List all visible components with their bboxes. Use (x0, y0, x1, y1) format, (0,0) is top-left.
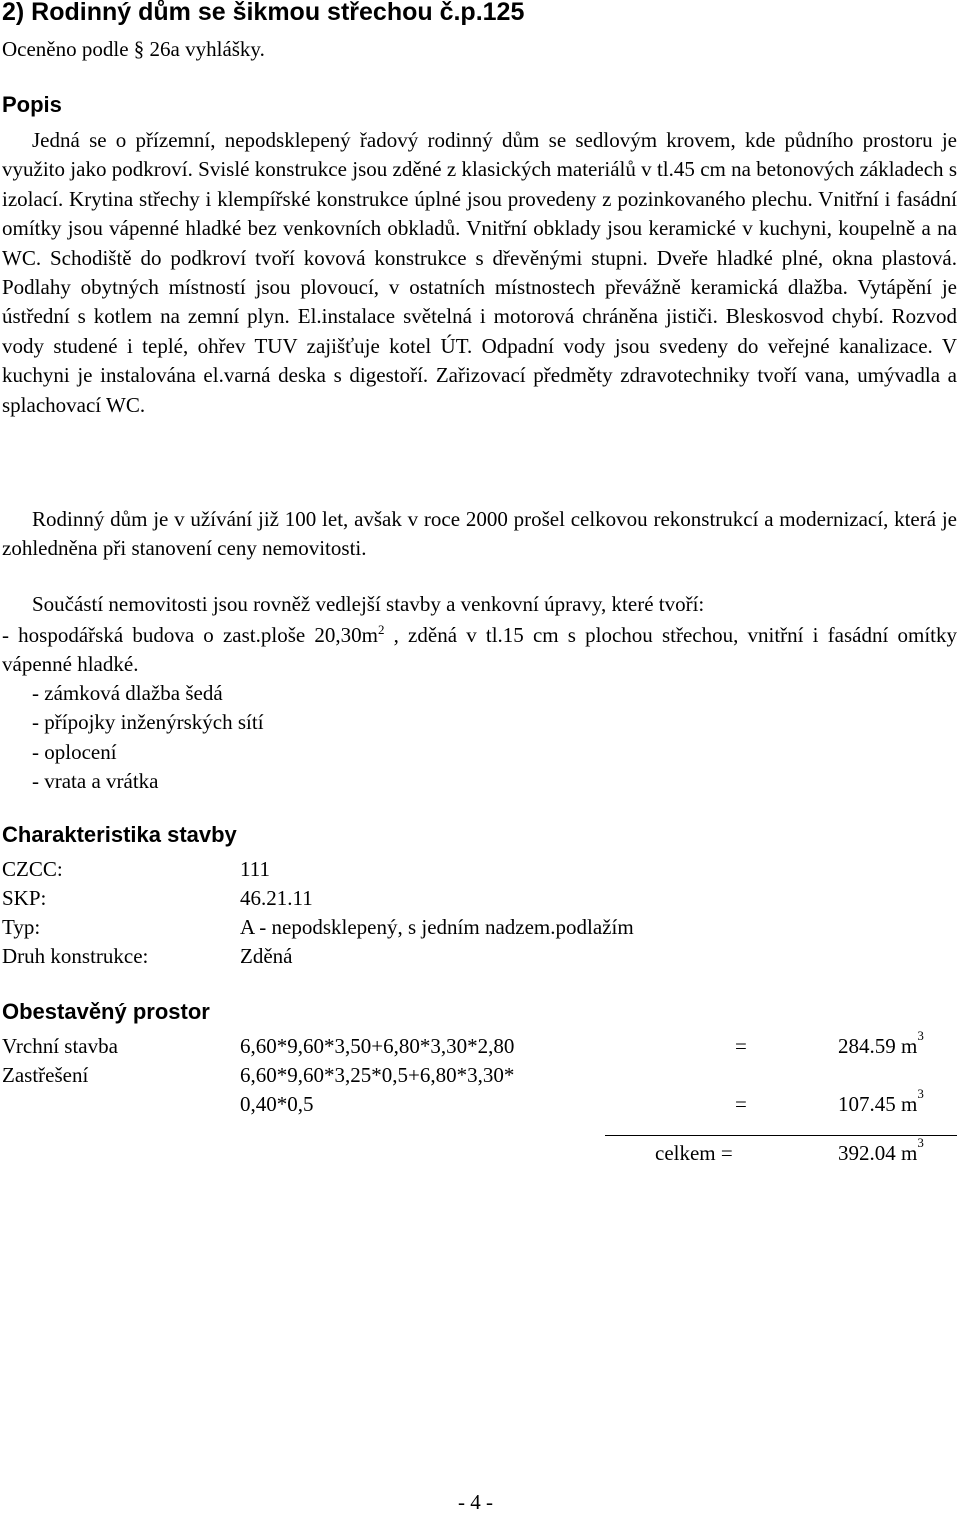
char-label: Typ: (2, 915, 41, 939)
char-label: Druh konstrukce: (2, 944, 149, 968)
char-value: 111 (240, 857, 270, 881)
volume-formula: 6,60*9,60*3,25*0,5+6,80*3,30* (240, 1063, 515, 1087)
volume-label: Zastřešení (2, 1063, 89, 1087)
volume-number: 284.59 m (838, 1034, 918, 1058)
volume-formula-continued: 0,40*0,5 (240, 1092, 314, 1116)
volume-unit-superscript: 3 (917, 1028, 924, 1043)
popis-paragraph: Jedná se o přízemní, nepodsklepený řadový rodinný dům se sedlovým krovem, kde půdního prostoru je využito jako podkroví. Svislé konstrukce jsou zděné z klasických materiálů v tl.45 cm na betonových základech s izolací. Krytina střechy i klempířské konstrukce úplné jsou provedeny z pozinkovaného plechu. Vnitřní i fasádní omítky jsou vápenné hladké bez venkovních obkladů. Vnitřní obklady jsou keramické v kuchyni, koupelně a na WC. Schodiště do podkroví tvoří kovová konstrukce s dřevěnými stupni. Dveře hladké plné, okna plastová. Podlahy obytných místností jsou plovoucí, v ostatních místnostech převážně keramická dlažba. Vytápění je ústřední s kotlem na zemní plyn. El.instalace světelná i motorová chráněna jističi. Bleskosvod chybí. Rozvod vody studené i teplé, ohřev TUV zajišťuje kotel ÚT. Odpadní vody jsou svedeny do veřejné kanalizace. V kuchyni je instalována el.varná deska s digestoří. Zařizovací předměty zdravotechniky tvoří vana, umývadla a splachovací WC. (2, 128, 957, 417)
total-divider (605, 1135, 957, 1136)
equals-sign: = (735, 1092, 747, 1116)
total-unit-superscript: 3 (917, 1135, 924, 1150)
list-item: - oplocení (32, 739, 117, 764)
volume-value (838, 1028, 924, 1059)
volume-label: Vrchní stavba (2, 1034, 118, 1058)
char-value: A - nepodsklepený, s jedním nadzem.podlažím (240, 915, 634, 939)
volume-number: 107.45 m (838, 1092, 918, 1116)
equals-sign: = (735, 1034, 747, 1058)
accessory-list (32, 679, 960, 797)
section-title-popis: Popis (2, 92, 62, 117)
total-number: 392.04 m (838, 1141, 918, 1165)
page-title: 2) Rodinný dům se šikmou střechou č.p.125 (2, 0, 525, 26)
accessory-item-outbuilding (2, 621, 957, 680)
list-item: - přípojky inženýrských sítí (32, 710, 264, 735)
area-unit-superscript: 2 (377, 622, 385, 637)
volume-value (838, 1086, 924, 1117)
page-subtitle: Oceněno podle § 26a vyhlášky. (2, 37, 265, 61)
char-label: CZCC: (2, 857, 63, 881)
outbuilding-text-start: - hospodářská budova o zast.ploše 20,30m (2, 623, 378, 647)
section-title-volume: Obestavěný prostor (2, 999, 210, 1024)
section-title-characteristics: Charakteristika stavby (2, 822, 237, 847)
outbuilding-text-end: , zděná v tl.15 cm s plochou střechou, vnitřní i fasádní omítky vápenné hladké. (2, 623, 958, 677)
accessories-intro: Součástí nemovitosti jsou rovněž vedlejší stavby a venkovní úpravy, které tvoří: (32, 592, 705, 616)
total-value (838, 1135, 924, 1166)
char-value: 46.21.11 (240, 886, 313, 910)
page-number: - 4 - (458, 1490, 493, 1514)
history-paragraph: Rodinný dům je v užívání již 100 let, avšak v roce 2000 prošel celkovou rekonstrukcí a modernizací, která je zohledněna při stanovení ceny nemovitosti. (2, 507, 957, 561)
list-item: - vrata a vrátka (32, 769, 159, 794)
total-label: celkem = (655, 1141, 733, 1165)
list-item: - zámková dlažba šedá (32, 681, 223, 705)
char-value: Zděná (240, 944, 293, 968)
char-label: SKP: (2, 886, 47, 910)
volume-formula: 6,60*9,60*3,50+6,80*3,30*2,80 (240, 1034, 515, 1058)
volume-unit-superscript: 3 (917, 1086, 924, 1101)
